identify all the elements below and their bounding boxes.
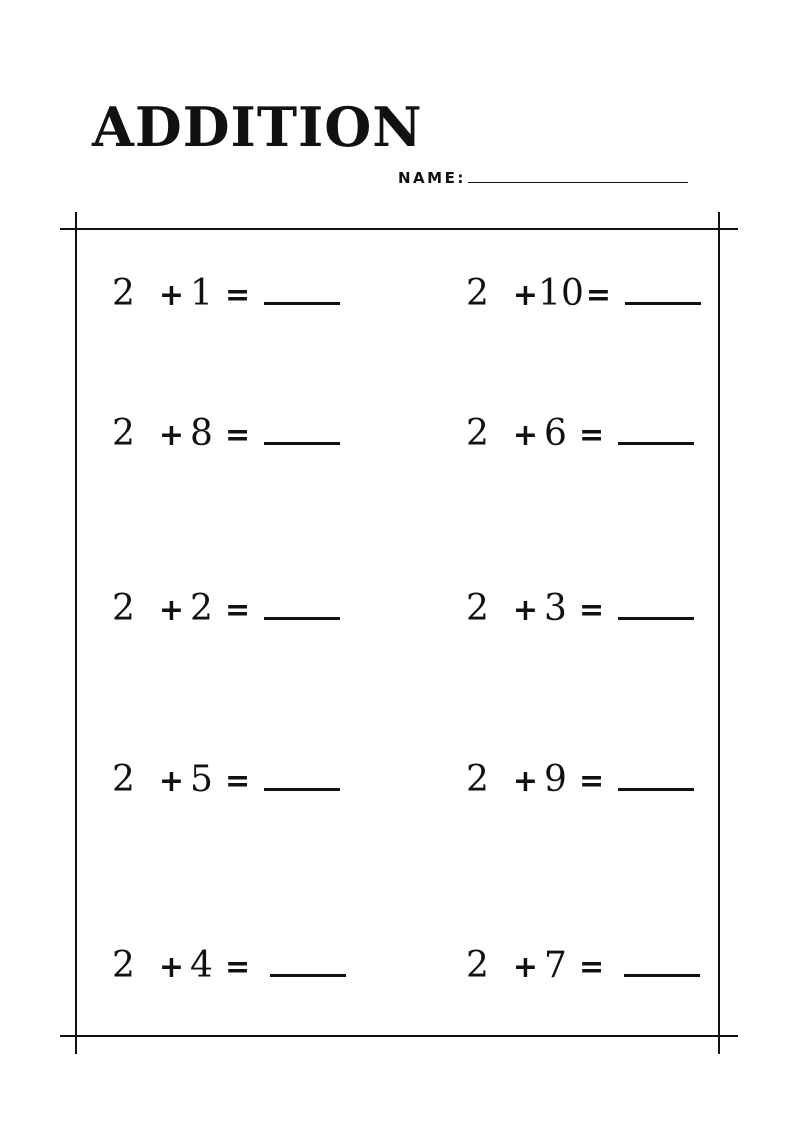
addend-a: 2 xyxy=(466,273,489,314)
problem-8 xyxy=(466,760,694,798)
equals-sign: = xyxy=(585,278,611,313)
addend-a: 2 xyxy=(112,759,135,800)
answer-blank[interactable] xyxy=(618,414,694,445)
addend-b: 2 xyxy=(190,588,213,629)
frame-right-rule xyxy=(718,212,720,1054)
plus-sign: + xyxy=(512,278,539,313)
problem-3 xyxy=(112,414,340,452)
addend-b: 5 xyxy=(190,759,213,800)
answer-blank[interactable] xyxy=(618,589,694,620)
equals-sign: = xyxy=(224,764,251,799)
addend-a: 2 xyxy=(466,588,489,629)
addend-a: 2 xyxy=(112,588,135,629)
plus-sign: + xyxy=(512,950,539,985)
addend-a: 2 xyxy=(112,273,135,314)
answer-blank[interactable] xyxy=(264,589,340,620)
addend-b: 1 xyxy=(190,273,213,314)
plus-sign: + xyxy=(512,593,539,628)
addend-b: 10 xyxy=(538,273,584,314)
problem-7 xyxy=(112,760,340,798)
answer-blank[interactable] xyxy=(270,946,346,977)
frame-left-rule xyxy=(75,212,77,1054)
plus-sign: + xyxy=(158,593,185,628)
problem-9 xyxy=(112,946,346,984)
answer-blank[interactable] xyxy=(618,760,694,791)
addend-b: 3 xyxy=(544,588,567,629)
plus-sign: + xyxy=(158,418,185,453)
answer-blank[interactable] xyxy=(264,414,340,445)
plus-sign: + xyxy=(158,278,185,313)
addend-a: 2 xyxy=(466,759,489,800)
problem-5 xyxy=(112,589,340,627)
name-field[interactable] xyxy=(468,170,688,183)
answer-blank[interactable] xyxy=(264,274,340,305)
plus-sign: + xyxy=(158,764,185,799)
answer-blank[interactable] xyxy=(264,760,340,791)
problem-4 xyxy=(466,414,694,452)
plus-sign: + xyxy=(512,764,539,799)
plus-sign: + xyxy=(512,418,539,453)
equals-sign: = xyxy=(224,278,251,313)
problem-10 xyxy=(466,946,700,984)
equals-sign: = xyxy=(224,418,251,453)
name-label: NAME: xyxy=(398,169,466,187)
name-row xyxy=(398,170,688,186)
problem-2 xyxy=(466,274,701,312)
frame-bottom-rule xyxy=(60,1035,738,1037)
addend-a: 2 xyxy=(466,413,489,454)
answer-blank[interactable] xyxy=(624,946,700,977)
addend-b: 6 xyxy=(544,413,567,454)
addend-b: 7 xyxy=(544,945,567,986)
addend-a: 2 xyxy=(112,413,135,454)
worksheet-title: ADDITION xyxy=(92,95,423,159)
equals-sign: = xyxy=(578,950,605,985)
plus-sign: + xyxy=(158,950,185,985)
equals-sign: = xyxy=(578,418,605,453)
problem-6 xyxy=(466,589,694,627)
addend-b: 8 xyxy=(190,413,213,454)
addend-b: 4 xyxy=(190,945,213,986)
answer-blank[interactable] xyxy=(625,274,701,305)
equals-sign: = xyxy=(224,950,251,985)
addend-a: 2 xyxy=(466,945,489,986)
equals-sign: = xyxy=(578,764,605,799)
equals-sign: = xyxy=(224,593,251,628)
equals-sign: = xyxy=(578,593,605,628)
problem-1 xyxy=(112,274,340,312)
frame-top-rule xyxy=(60,228,738,230)
addend-b: 9 xyxy=(544,759,567,800)
addend-a: 2 xyxy=(112,945,135,986)
